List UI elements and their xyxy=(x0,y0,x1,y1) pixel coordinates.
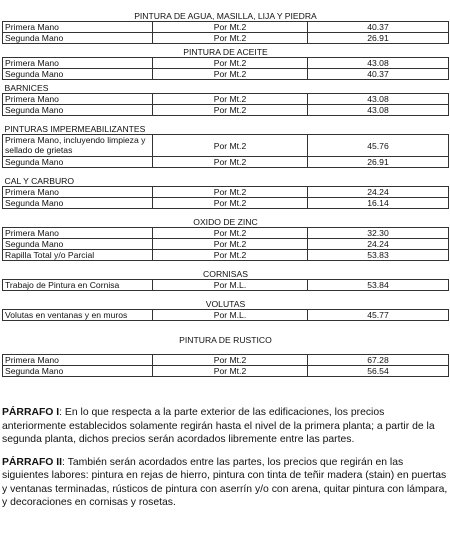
item-description: Primera Mano xyxy=(3,355,153,366)
item-unit: Por Mt.2 xyxy=(153,198,308,209)
item-price: 43.08 xyxy=(308,105,449,116)
item-unit: Por Mt.2 xyxy=(153,187,308,198)
table-row xyxy=(3,22,449,33)
table-row xyxy=(3,310,449,321)
table-row xyxy=(3,250,449,261)
section-header: PINTURAS IMPERMEABILIZANTES xyxy=(4,124,146,134)
spacer-row xyxy=(3,345,449,355)
table-row xyxy=(3,198,449,209)
item-price: 53.84 xyxy=(308,280,449,291)
item-unit: Por Mt.2 xyxy=(153,69,308,80)
item-unit: Por Mt.2 xyxy=(153,355,308,366)
paragraph-1 xyxy=(2,406,448,447)
item-unit: Por Mt.2 xyxy=(153,228,308,239)
item-price: 67.28 xyxy=(308,355,449,366)
table-row xyxy=(3,366,449,377)
item-price: 45.76 xyxy=(308,135,449,157)
item-price: 45.77 xyxy=(308,310,449,321)
table-row xyxy=(3,69,449,80)
item-price: 40.37 xyxy=(308,69,449,80)
item-description: Primera Mano xyxy=(3,187,153,198)
item-unit: Por M.L. xyxy=(153,310,308,321)
item-unit: Por Mt.2 xyxy=(153,22,308,33)
item-description: Segunda Mano xyxy=(3,157,153,168)
item-description: Volutas en ventanas y en muros xyxy=(3,310,153,321)
table-row xyxy=(3,94,449,105)
item-price: 53.83 xyxy=(308,250,449,261)
table-row xyxy=(3,135,449,157)
item-price: 56.54 xyxy=(308,366,449,377)
item-price: 32.30 xyxy=(308,228,449,239)
table-row xyxy=(3,58,449,69)
item-unit: Por M.L. xyxy=(153,280,308,291)
paragraph-2 xyxy=(2,456,448,510)
paragraph-text: : En lo que respecta a la parte exterior de las edificaciones, los precios anteriormente establecidos solamente regirán hasta el nivel de la primera planta; a partir de la segunda planta, dichos precios serán acordados libremente entre las partes. xyxy=(2,407,435,445)
item-unit: Por Mt.2 xyxy=(153,366,308,377)
item-description: Primera Mano, incluyendo limpieza y sellado de grietas xyxy=(3,135,153,157)
item-description: Primera Mano xyxy=(3,58,153,69)
price-table xyxy=(2,8,449,377)
item-unit: Por Mt.2 xyxy=(153,94,308,105)
item-unit: Por Mt.2 xyxy=(153,58,308,69)
section-header: OXIDO DE ZINC xyxy=(193,217,258,227)
item-price: 26.91 xyxy=(308,157,449,168)
table-row xyxy=(3,228,449,239)
item-price: 24.24 xyxy=(308,239,449,250)
item-price: 16.14 xyxy=(308,198,449,209)
section-header: PINTURA DE ACEITE xyxy=(183,47,268,57)
item-description: Segunda Mano xyxy=(3,239,153,250)
paragraph-label: PÁRRAFO I xyxy=(2,407,60,418)
item-unit: Por Mt.2 xyxy=(153,239,308,250)
table-row xyxy=(3,239,449,250)
item-price: 24.24 xyxy=(308,187,449,198)
item-description: Segunda Mano xyxy=(3,198,153,209)
item-description: Segunda Mano xyxy=(3,69,153,80)
item-description: Rapilla Total y/o Parcial xyxy=(3,250,153,261)
item-unit: Por Mt.2 xyxy=(153,33,308,44)
item-unit: Por Mt.2 xyxy=(153,157,308,168)
item-description: Primera Mano xyxy=(3,94,153,105)
item-unit: Por Mt.2 xyxy=(153,105,308,116)
paragraphs xyxy=(2,406,448,519)
section-header: BARNICES xyxy=(4,83,49,93)
item-price: 43.08 xyxy=(308,94,449,105)
item-description: Segunda Mano xyxy=(3,105,153,116)
table-row xyxy=(3,280,449,291)
item-unit: Por Mt.2 xyxy=(153,250,308,261)
section-header: PINTURA DE RUSTICO xyxy=(179,335,272,345)
item-unit: Por Mt.2 xyxy=(153,135,308,157)
item-price: 43.08 xyxy=(308,58,449,69)
table-row xyxy=(3,355,449,366)
table-row xyxy=(3,157,449,168)
item-price: 26.91 xyxy=(308,33,449,44)
table-row xyxy=(3,105,449,116)
paragraph-text: : También serán acordados entre las partes, los precios que regirán en las siguientes labores: pintura en rejas de hierro, pintura con tinta de teñir madera (stain) en puertas y ventanas terminadas, rústicos de pintura con aserrín y/o con arena, quitar pintura con lámpara, y decoraciones en cornisas y rosetas. xyxy=(2,456,448,508)
table-row xyxy=(3,33,449,44)
item-price: 40.37 xyxy=(308,22,449,33)
item-description: Primera Mano xyxy=(3,22,153,33)
item-description: Trabajo de Pintura en Cornisa xyxy=(3,280,153,291)
section-header: VOLUTAS xyxy=(205,299,246,309)
paragraph-label: PÁRRAFO II xyxy=(2,456,63,468)
section-header: CORNISAS xyxy=(203,269,248,279)
item-description: Segunda Mano xyxy=(3,366,153,377)
section-header: CAL Y CARBURO xyxy=(4,176,75,186)
item-description: Segunda Mano xyxy=(3,33,153,44)
table-row xyxy=(3,187,449,198)
item-description: Primera Mano xyxy=(3,228,153,239)
section-header: PINTURA DE AGUA, MASILLA, LIJA Y PIEDRA xyxy=(134,11,317,21)
